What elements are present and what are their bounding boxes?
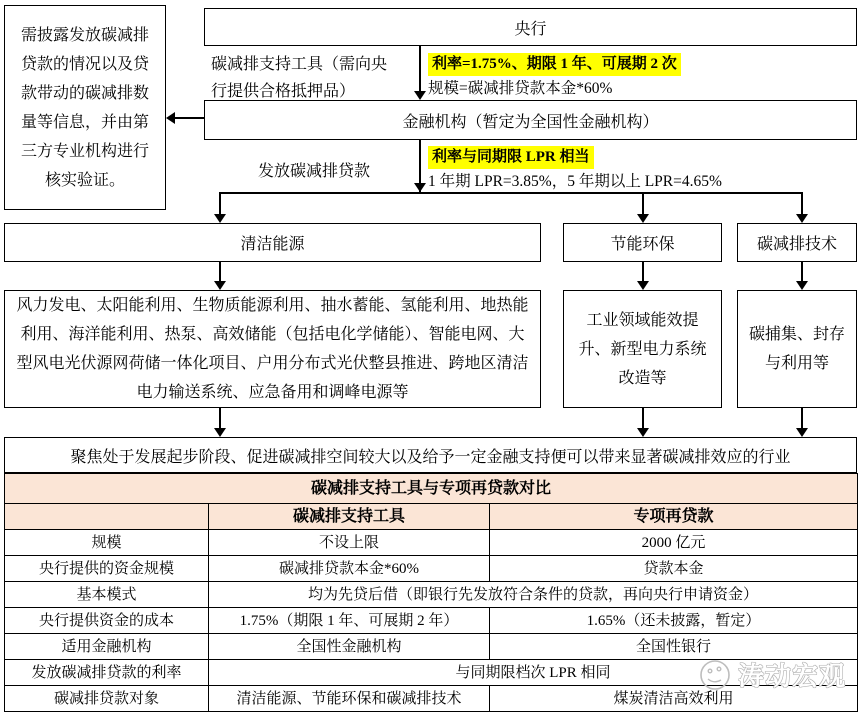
table-row <box>5 556 858 582</box>
arrow-detail2-focus-line <box>642 408 644 428</box>
arrow-down-icon <box>637 281 649 290</box>
row-relending-value: 全国性银行 <box>490 634 858 660</box>
tool-label: 碳减排支持工具（需向央行提供合格抵押品） <box>211 56 388 100</box>
comparison-table-body <box>5 474 858 712</box>
row-label: 发放碳减排贷款的利率 <box>5 660 209 686</box>
focus-note-box <box>4 437 857 473</box>
column-header-relending: 专项再贷款 <box>490 504 858 530</box>
row-tool-value: 1.75%（期限 1 年、可展期 2 年） <box>209 608 490 634</box>
arrow-split-cat1-line <box>219 192 221 215</box>
category-clean-energy-box <box>4 223 541 262</box>
loan-rate-highlight: 利率与同期限 LPR 相当 <box>428 146 594 169</box>
row-label: 碳减排贷款对象 <box>5 686 209 712</box>
table-title: 碳减排支持工具与专项再贷款对比 <box>5 474 858 504</box>
arrow-down-icon <box>414 91 426 100</box>
column-header-tool: 碳减排支持工具 <box>209 504 490 530</box>
detail-carbon-tech-box <box>737 290 857 408</box>
arrow-down-icon <box>796 281 808 290</box>
loan-label: 发放碳减排贷款 <box>258 163 371 180</box>
category-label: 清洁能源 <box>240 236 305 253</box>
tool-scale-text: 规模=碳减排贷款本金*60% <box>428 80 613 97</box>
lpr-note-text: 1 年期 LPR=3.85%，5 年期以上 LPR=4.65% <box>428 173 722 190</box>
arrow-centralbank-to-fi-line <box>419 46 421 93</box>
arrow-detail3-focus-line <box>801 408 803 428</box>
arrow-down-icon <box>414 183 426 192</box>
table-title-row <box>5 474 858 504</box>
arrow-cat3-detail-line <box>801 262 803 282</box>
row-relending-value: 煤炭清洁高效利用 <box>490 686 858 712</box>
financial-institution-box <box>204 100 857 140</box>
row-label: 适用金融机构 <box>5 634 209 660</box>
focus-note-text: 聚焦处于发展起步阶段、促进碳减排空间较大以及给予一定金融支持便可以带来显著碳减排效应的行业 <box>70 448 791 466</box>
row-relending-value: 1.65%（还未披露，暂定） <box>490 608 858 634</box>
category-carbon-tech-box <box>737 223 857 262</box>
arrow-split-cat3-line <box>801 192 803 215</box>
arrow-fi-to-note-line <box>175 117 204 119</box>
row-label: 央行提供资金的成本 <box>5 608 209 634</box>
detail-clean-energy-box <box>4 290 541 408</box>
detail-text: 风力发电、太阳能利用、生物质能源利用、抽水蓄能、氢能利用、地热能利用、海洋能利用、热泵、高效储能（包括电化学储能）、智能电网、大型风电光伏源网荷储一体化项目、户用分布式光伏整县推进、跨地区清洁电力输送系统、应急备用和调峰电源等 <box>16 297 529 401</box>
table-row <box>5 634 858 660</box>
arrow-down-icon <box>796 214 808 223</box>
arrow-left-icon <box>166 112 175 124</box>
central-bank-box <box>204 8 857 46</box>
table-row <box>5 530 858 556</box>
category-label: 碳减排技术 <box>756 236 837 253</box>
arrow-down-icon <box>796 428 808 437</box>
arrow-down-icon <box>214 281 226 290</box>
arrow-detail1-focus-line <box>219 408 221 428</box>
row-tool-value: 不设上限 <box>209 530 490 556</box>
row-merged-value: 均为先贷后借（即银行先发放符合条件的贷款，再向央行申请资金） <box>209 582 858 608</box>
watermark-text: 涛动宏观 <box>738 662 847 691</box>
table-row <box>5 608 858 634</box>
arrow-down-icon <box>637 428 649 437</box>
table-header-row <box>5 504 858 530</box>
row-tool-value: 清洁能源、节能环保和碳减排技术 <box>209 686 490 712</box>
financial-institution-label: 金融机构（暂定为全国性金融机构） <box>402 113 659 131</box>
category-label: 节能环保 <box>610 236 675 253</box>
arrow-down-icon <box>214 428 226 437</box>
row-label: 规模 <box>5 530 209 556</box>
arrow-cat1-detail-line <box>219 262 221 282</box>
table-row <box>5 660 858 686</box>
comparison-table <box>4 473 858 712</box>
detail-energy-saving-box <box>563 290 722 408</box>
row-relending-value: 贷款本金 <box>490 556 858 582</box>
splitter-line <box>219 192 802 194</box>
arrow-down-icon <box>637 214 649 223</box>
row-tool-value: 全国性金融机构 <box>209 634 490 660</box>
row-label: 央行提供的资金规模 <box>5 556 209 582</box>
table-row <box>5 582 858 608</box>
row-merged-value: 与同期限档次 LPR 相同 <box>209 660 858 686</box>
category-energy-saving-box <box>563 223 722 262</box>
row-tool-value: 碳减排贷款本金*60% <box>209 556 490 582</box>
central-bank-label: 央行 <box>514 20 547 38</box>
arrow-split-cat2-line <box>642 192 644 215</box>
row-label: 基本模式 <box>5 582 209 608</box>
column-header-empty <box>5 504 209 530</box>
disclosure-note-text: 需披露发放碳减排贷款的情况以及贷款带动的碳减排数量等信息，并由第三方专业机构进行核实验证。 <box>20 26 149 189</box>
arrow-cat2-detail-line <box>642 262 644 282</box>
table-row <box>5 686 858 712</box>
disclosure-note-box <box>4 5 166 210</box>
detail-text: 工业领域能效提升、新型电力系统改造等 <box>578 311 707 387</box>
detail-text: 碳捕集、封存与利用等 <box>748 326 845 372</box>
tool-rate-highlight: 利率=1.75%、期限 1 年、可展期 2 次 <box>428 53 681 76</box>
arrow-down-icon <box>214 214 226 223</box>
row-relending-value: 2000 亿元 <box>490 530 858 556</box>
